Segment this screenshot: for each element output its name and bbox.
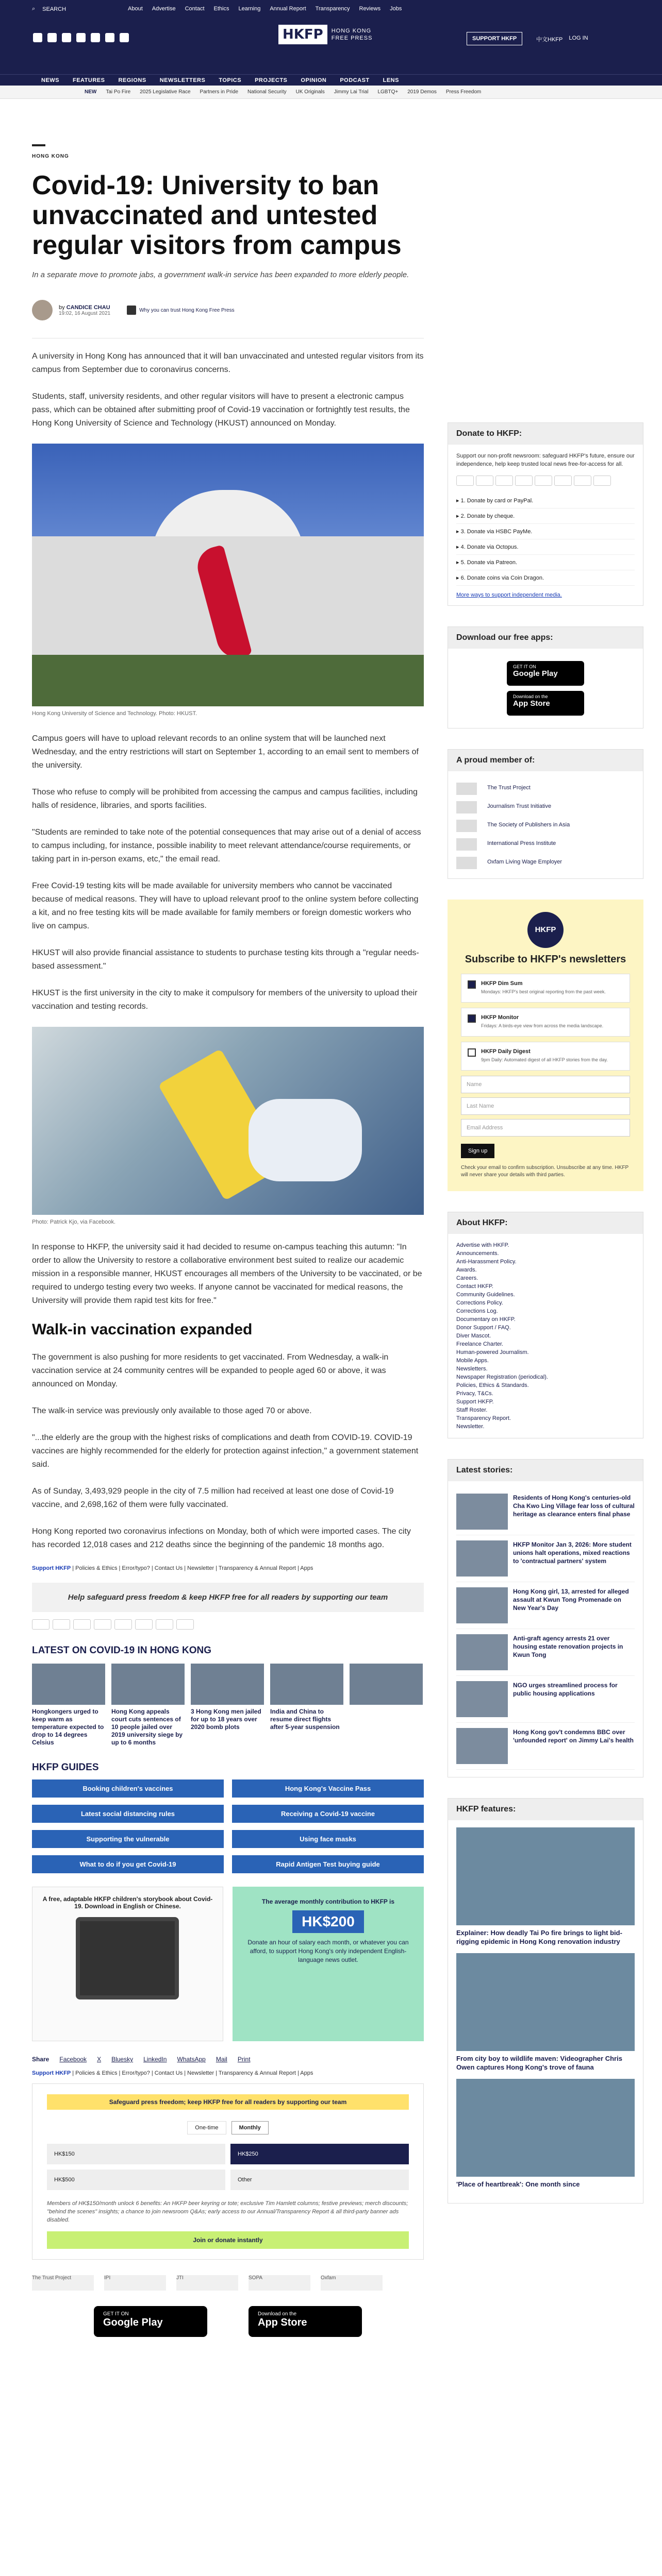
partner-logo: IPI [104, 2275, 166, 2291]
donate-heading: Donate to HKFP: [448, 423, 643, 445]
name-field[interactable]: Name [461, 1076, 630, 1093]
share-row [32, 2056, 424, 2063]
threads-icon[interactable] [105, 33, 114, 42]
article-paragraph: As of Sunday, 3,493,929 people in the city of 7.5 million had received at least one dose of Covid-19 vaccine, and 2,698,162 of them were fully vaccinated. [32, 1487, 394, 1509]
article-paragraph: Free Covid-19 testing kits will be made available for university members who cannot be vaccinated because of medical reasons. They will have to upload relevant proof to the online system before collecting a kit, and no free testing kits will be made available for family members or foreign domestic workers who live on campus. [32, 882, 419, 930]
nav-item-features[interactable]: FEATURES [73, 77, 105, 83]
login-link[interactable]: LOG IN [569, 35, 588, 41]
feature-item[interactable] [456, 1953, 635, 2072]
donate-widget-header[interactable]: Safeguard press freedom; keep HKFP free for all readers by supporting our team [47, 2094, 409, 2110]
story-thumb [456, 1540, 508, 1577]
app-store-buttons [32, 2306, 424, 2337]
feature-item[interactable] [456, 1827, 635, 1946]
nav-item-news[interactable]: NEWS [41, 77, 59, 83]
monthly-option[interactable]: Monthly [231, 2121, 269, 2134]
amount-option-other[interactable]: Other [230, 2170, 409, 2190]
about-link[interactable]: Support HKFP. [456, 1399, 494, 1405]
nav-item-opinion[interactable]: OPINION [301, 77, 327, 83]
app-store-button[interactable]: Download on the App Store [249, 2306, 362, 2337]
newsletter-option[interactable] [461, 1008, 630, 1037]
main-nav [0, 74, 662, 86]
guides-heading: HKFP GUIDES [32, 1762, 99, 1773]
article-paragraph: The walk-in service was previously only available to those aged 70 or above. [32, 1406, 312, 1415]
testing-photo[interactable] [32, 1027, 424, 1215]
newsletter-name: HKFP Daily Digest [481, 1048, 531, 1055]
site-logo[interactable] [278, 25, 372, 44]
author-avatar[interactable] [32, 300, 53, 320]
features-heading: HKFP features: [448, 1799, 643, 1820]
article-paragraph: A university in Hong Kong has announced that it will ban unvaccinated and untested regular visitors from its campus from September due to coronavirus concerns. [32, 352, 424, 374]
donate-options [456, 493, 635, 586]
policy-links[interactable]: | Policies & Ethics | Error/typo? | Contact Us | Newsletter | Transparency & Annual Report | Apps [72, 1565, 313, 1571]
sub-nav [0, 86, 662, 99]
app-store-button[interactable]: Download on the App Store [507, 691, 584, 716]
signup-button[interactable]: Sign up [461, 1144, 494, 1158]
hkust-photo[interactable] [32, 444, 424, 706]
guide-button[interactable]: Hong Kong's Vaccine Pass [232, 1780, 424, 1798]
hkfp-badge: HKFP [527, 912, 564, 948]
latest-title: Hong Kong appeals court cuts sentences of 10 people jailed over 2019 university siege by up to 6 months [111, 1708, 183, 1746]
top-links [128, 6, 402, 12]
nav-item-projects[interactable]: PROJECTS [255, 77, 288, 83]
newsletter-text [481, 980, 606, 996]
about-link[interactable]: Advertise with HKFP. [456, 1242, 509, 1248]
member-sidebar [448, 749, 643, 879]
contribution-promo[interactable] [233, 1887, 424, 2041]
share-x[interactable]: X [97, 2056, 102, 2063]
newsletter-desc: Fridays: A birds-eye view from across the media landscape. [481, 1023, 604, 1028]
last-name-field[interactable]: Last Name [461, 1097, 630, 1115]
top-link[interactable]: Ethics [213, 6, 229, 12]
latest-story[interactable] [456, 1488, 635, 1535]
join-donate-button[interactable]: Join or donate instantly [47, 2231, 409, 2249]
newsletter-desc: 9pm Daily: Automated digest of all HKFP stories from the day. [481, 1057, 608, 1062]
googlepay-icon [176, 1619, 194, 1630]
top-bar [0, 0, 662, 18]
frequency-toggle [47, 2121, 409, 2134]
logo-box: HKFP [278, 25, 327, 44]
latest-item[interactable] [350, 1664, 423, 1747]
latest-story[interactable] [456, 1629, 635, 1676]
photo-caption: Photo: Patrick Kjo, via Facebook. [32, 1219, 116, 1225]
contribution-amount: HK$200 [292, 1910, 364, 1933]
apps-sidebar [448, 626, 643, 728]
article-paragraph: The government is also pushing for more residents to get vaccinated. From Wednesday, a walk-in vaccination service at 24 community centres will be expanded to people aged 60 or above, it was announced on Monday. [32, 1353, 389, 1388]
member-logo[interactable]: Oxfam Living Wage Employer [456, 853, 635, 871]
safeguard-banner[interactable]: Help safeguard press freedom & keep HKFP free for all readers by supporting our team [32, 1583, 424, 1612]
photo-grass [32, 655, 424, 706]
article-paragraph: HKUST is the first university in the city to make it compulsory for members of the university to upload their vaccination and testing records. [32, 989, 418, 1011]
section-heading: Walk-in vaccination expanded [32, 1321, 253, 1338]
member-heading: A proud member of: [448, 750, 643, 771]
support-hkfp-button[interactable]: SUPPORT HKFP [467, 32, 522, 45]
article-footer-links [32, 1565, 424, 1571]
subnav-item[interactable]: Partners in Pride [200, 89, 239, 95]
publish-date: 19:02, 16 August 2021 [59, 310, 111, 316]
story-title: Residents of Hong Kong's centuries-old Cha Kwo Ling Village fear loss of cultural heritage as clearance enters final phase [513, 1494, 635, 1518]
donate-text[interactable]: Support our non-profit newsroom: safeguard HKFP's future, ensure our independence, help keep trusted local news free-for-access for all. [456, 453, 635, 467]
latest-thumb [32, 1664, 105, 1705]
article [32, 144, 424, 2337]
payme-icon [114, 1619, 132, 1630]
feature-title: Explainer: How deadly Tai Po fire brings to light bid-rigging epidemic in Hong Kong renovation industry [456, 1929, 622, 1945]
story-thumb [456, 1681, 508, 1717]
about-link[interactable]: Awards. [456, 1267, 477, 1273]
subnav-item[interactable]: Press Freedom [445, 89, 482, 95]
story-title: Hong Kong girl, 13, arrested for alleged assault at Kwun Tong Promenade on New Year's Day [513, 1588, 629, 1612]
member-logo[interactable]: The Trust Project [456, 778, 635, 797]
newsletter-desc: Mondays: HKFP's best original reporting from the past week. [481, 989, 606, 994]
card-icon [495, 476, 513, 486]
story-thumb [456, 1634, 508, 1670]
feature-image [456, 1953, 635, 2051]
photo-caption: Hong Kong University of Science and Technology. Photo: HKUST. [32, 710, 197, 717]
newsletter-checkbox[interactable] [468, 980, 476, 989]
support-hkfp-link[interactable]: Support HKFP [32, 2070, 71, 2076]
newsletter-name: HKFP Dim Sum [481, 980, 523, 987]
newsletter-checkbox[interactable] [468, 1048, 476, 1057]
story-thumb [456, 1587, 508, 1623]
newsletter-option[interactable] [461, 974, 630, 1003]
nav-item-regions[interactable]: REGIONS [118, 77, 146, 83]
about-link[interactable]: Donor Support / FAQ. [456, 1325, 511, 1331]
apps-heading: Download our free apps: [448, 627, 643, 649]
payment-icons [456, 476, 635, 486]
partner-logo: SOPA [249, 2275, 310, 2291]
mastercard-icon [53, 1619, 70, 1630]
article-paragraph: "...the elderly are the group with the highest risks of complications and death from COVID-19. COVID-19 vaccines are highly recommended for the elderly for protection against infection," a government statement said. [32, 1433, 419, 1469]
story-thumb [456, 1728, 508, 1764]
donate-option[interactable]: ▸ 5. Donate via Patreon. [456, 555, 635, 570]
card-icon [593, 476, 611, 486]
search-label[interactable]: SEARCH [42, 6, 67, 12]
about-link[interactable]: Staff Roster. [456, 1407, 488, 1413]
card-icon [476, 476, 493, 486]
latest-item[interactable] [270, 1664, 343, 1747]
latest-item[interactable] [191, 1664, 264, 1747]
article-paragraph: Those who refuse to comply will be prohibited from accessing the campus and campus facilities, including halls of residence, libraries, and sports facilities. [32, 788, 418, 810]
card-icon [515, 476, 533, 486]
contribution-intro: The average monthly contribution to HKFP is [261, 1898, 395, 1905]
subnav-item[interactable]: LGBTQ+ [377, 89, 399, 95]
latest-thumb [191, 1664, 264, 1705]
policy-links[interactable]: | Policies & Ethics | Error/typo? | Contact Us | Newsletter | Transparency & Annual Report | Apps [72, 2070, 313, 2076]
card-icon [554, 476, 572, 486]
latest-title: 3 Hong Kong men jailed for up to 18 years over 2020 bomb plots [191, 1708, 261, 1731]
newsletter-signup [448, 900, 643, 1191]
latest-story[interactable] [456, 1582, 635, 1629]
visa-icon [32, 1619, 49, 1630]
story-title: Hong Kong gov't condemns BBC over 'unfounded report' on Jimmy Lai's health [513, 1728, 634, 1744]
facebook-icon[interactable] [33, 33, 42, 42]
google-play-button[interactable]: GET IT ON Google Play [94, 2306, 207, 2337]
newsletter-text [481, 1014, 603, 1030]
latest-item[interactable] [111, 1664, 185, 1747]
promo-row [32, 1887, 424, 2041]
article-paragraph: In response to HKFP, the university said it had decided to resume on-campus teaching this autumn: "In order to allow the University to restore a collaborative environment best suited to realize our academic mission in a responsible manner, HKUST encourages all members of the University to be vaccinated, or be required to undergo testing every two weeks. If anyone cannot be vaccinated for medical reasons, the University will provide them rapid test kits for free." [32, 1243, 422, 1305]
x-icon[interactable] [47, 33, 57, 42]
donate-option[interactable]: ▸ 2. Donate by cheque. [456, 509, 635, 524]
donate-widget [32, 2083, 424, 2260]
about-link[interactable]: Mobile Apps. [456, 1358, 489, 1364]
features-sidebar [448, 1798, 643, 2204]
about-link[interactable]: Newsletters. [456, 1366, 488, 1372]
share-linkedin[interactable]: LinkedIn [143, 2056, 167, 2063]
by-label: by [59, 304, 65, 311]
feature-title: From city boy to wildlife maven: Videographer Chris Owen captures Hong Kong's trove of fauna [456, 2055, 622, 2071]
story-title: HKFP Monitor Jan 3, 2026: More student unions halt operations, mixed reactions to 'contractual partners' system [513, 1541, 632, 1565]
guide-button[interactable]: What to do if you get Covid-19 [32, 1855, 224, 1873]
share-whatsapp[interactable]: WhatsApp [177, 2056, 206, 2063]
payment-icons [32, 1619, 424, 1630]
guide-button[interactable]: Latest social distancing rules [32, 1805, 224, 1823]
partner-logo: The Trust Project [32, 2275, 94, 2291]
latest-thumb [111, 1664, 185, 1705]
about-link[interactable]: Anti-Harassment Policy. [456, 1259, 517, 1265]
chinese-site-link[interactable]: 中文HKFP [536, 37, 563, 43]
amount-option[interactable]: HK$150 [47, 2144, 225, 2164]
member-logo[interactable]: The Society of Publishers in Asia [456, 816, 635, 834]
author-name[interactable]: CANDICE CHAU [66, 304, 110, 311]
share-mail[interactable]: Mail [216, 2056, 227, 2063]
card-icon [535, 476, 552, 486]
about-link[interactable]: Privacy, T&Cs. [456, 1391, 493, 1397]
about-link[interactable]: Freelance Charter. [456, 1341, 504, 1347]
amount-options [47, 2144, 409, 2190]
about-link[interactable]: Newsletter. [456, 1423, 485, 1430]
photo-gloved-hand [249, 1099, 362, 1181]
card-icon [456, 476, 474, 486]
nav-item-newsletters[interactable]: NEWSLETTERS [159, 77, 206, 83]
telegram-icon[interactable] [91, 33, 100, 42]
nav-item-lens[interactable]: LENS [383, 77, 399, 83]
guides-list [32, 1780, 424, 1873]
newsletter-option[interactable] [461, 1042, 630, 1071]
google-play-button[interactable]: GET IT ON Google Play [507, 661, 584, 686]
about-link[interactable]: Documentary on HKFP. [456, 1316, 516, 1323]
feature-image [456, 1827, 635, 1925]
share-print[interactable]: Print [237, 2056, 251, 2063]
footer-links [32, 2070, 424, 2076]
share-facebook[interactable]: Facebook [59, 2056, 87, 2063]
latest-covid-list [32, 1664, 424, 1747]
subnav-item[interactable]: Tai Po Fire [106, 89, 131, 95]
search-icon[interactable]: ⌕ [32, 6, 36, 12]
nav-item-topics[interactable]: TOPICS [219, 77, 242, 83]
top-link[interactable]: Reviews [359, 6, 381, 12]
instagram-icon[interactable] [62, 33, 71, 42]
article-paragraph: Students, staff, university residents, and other regular visitors will have to present a electronic campus pass, which can be obtained after submitting proof of Covid-19 vaccination or fortnightly test results, the Hong Kong University of Science and Technology (HKUST) announced on Monday. [32, 392, 410, 428]
donate-option[interactable]: ▸ 1. Donate by card or PayPal. [456, 493, 635, 509]
story-title: Anti-graft agency arrests 21 over housing estate renovation projects in Kwun Tong [513, 1635, 623, 1658]
newsletter-text [481, 1048, 608, 1064]
category-bar [32, 144, 45, 146]
paypal-icon [94, 1619, 111, 1630]
newsletter-checkbox[interactable] [468, 1014, 476, 1023]
nav-item-podcast[interactable]: PODCAST [340, 77, 370, 83]
feature-title: 'Place of heartbreak': One month since [456, 2180, 580, 2188]
latest-thumb [270, 1664, 343, 1705]
article-paragraph: Hong Kong reported two coronavirus infections on Monday, both of which were imported cases. The city has recorded 12,018 cases and 212 deaths since the beginning of the pandemic 18 months ago. [32, 1527, 411, 1549]
more-ways-link[interactable]: More ways to support independent media. [456, 592, 562, 598]
partner-logos [32, 2275, 424, 2291]
sidebar [448, 422, 643, 2224]
top-link[interactable]: Jobs [390, 6, 402, 12]
about-link[interactable]: Transparency Report. [456, 1415, 511, 1421]
guide-button[interactable]: Receiving a Covid-19 vaccine [232, 1805, 424, 1823]
subnav-item[interactable]: National Security [247, 89, 287, 95]
about-link[interactable]: Policies, Ethics & Standards. [456, 1382, 529, 1388]
share-bluesky[interactable]: Bluesky [111, 2056, 134, 2063]
guide-button[interactable]: Using face masks [232, 1830, 424, 1848]
newsletter-fine-print: Check your email to confirm subscription. Unsubscribe at any time. HKFP will never share your details with third parties. [461, 1165, 628, 1178]
top-link[interactable]: Transparency [315, 6, 350, 12]
latest-story[interactable] [456, 1676, 635, 1723]
latest-title: India and China to resume direct flights after 5-year suspension [270, 1708, 340, 1731]
partner-logo: Oxfam [321, 2275, 383, 2291]
subnav-item[interactable]: 2025 Legislative Race [140, 89, 191, 95]
latest-thumb [350, 1664, 423, 1705]
top-link[interactable]: About [128, 6, 143, 12]
about-link[interactable]: Announcements. [456, 1250, 499, 1257]
trust-label: Why you can trust Hong Kong Free Press [139, 307, 235, 313]
subnav-item[interactable]: Jimmy Lai Trial [334, 89, 369, 95]
about-link[interactable]: Contact HKFP. [456, 1283, 493, 1290]
one-time-option[interactable]: One-time [187, 2121, 226, 2134]
about-link[interactable]: Corrections Log. [456, 1308, 498, 1314]
subnav-item[interactable]: 2019 Demos [407, 89, 437, 95]
donate-sidebar [448, 422, 643, 606]
guide-button[interactable]: Rapid Antigen Test buying guide [232, 1855, 424, 1873]
feature-image [456, 2079, 635, 2177]
latest-story[interactable] [456, 1535, 635, 1582]
about-link[interactable]: Corrections Policy. [456, 1300, 503, 1306]
story-title: NGO urges streamlined process for public housing applications [513, 1682, 618, 1697]
logo-text: HONG KONG FREE PRESS [331, 28, 373, 41]
top-link[interactable]: Contact [185, 6, 205, 12]
bluesky-icon[interactable] [120, 33, 129, 42]
new-label: NEW [85, 89, 97, 95]
site-header [0, 18, 662, 74]
guide-button[interactable]: Supporting the vulnerable [32, 1830, 224, 1848]
about-sidebar [448, 1212, 643, 1438]
trust-link[interactable] [127, 306, 235, 315]
top-link[interactable]: Learning [238, 6, 261, 12]
member-logo[interactable]: International Press Institute [456, 834, 635, 853]
about-link[interactable]: Human-powered Journalism. [456, 1349, 529, 1355]
feature-item[interactable] [456, 2079, 635, 2189]
youtube-icon[interactable] [76, 33, 86, 42]
newsletter-heading: Subscribe to HKFP's newsletters [465, 954, 626, 965]
about-link[interactable]: Diver Mascot. [456, 1333, 491, 1339]
guide-button[interactable]: Booking children's vaccines [32, 1780, 224, 1798]
amex-icon [73, 1619, 91, 1630]
about-link[interactable]: Newspaper Registration (periodical). [456, 1374, 548, 1380]
top-link[interactable]: Advertise [152, 6, 176, 12]
tablet-illustration [76, 1917, 179, 1999]
donate-option[interactable]: ▸ 3. Donate via HSBC PayMe. [456, 524, 635, 539]
latest-stories-sidebar [448, 1459, 643, 1777]
amount-option[interactable]: HK$500 [47, 2170, 225, 2190]
about-link[interactable]: Careers. [456, 1275, 478, 1281]
membership-note: Members of HK$150/month unlock 6 benefits: An HKFP beer keyring or tote; exclusive Tim Hamlett columns; festive previews; merch discounts; "behind the scenes" insights; a chance to join newsroom Q&As; early access to our Annual/Transparency Report & all third-party banner ads disabled. [47, 2200, 408, 2223]
newsletter-name: HKFP Monitor [481, 1014, 519, 1021]
latest-stories-heading: Latest stories: [448, 1460, 643, 1481]
about-link[interactable]: Community Guidelines. [456, 1292, 515, 1298]
contribution-body: Donate an hour of salary each month, or whatever you can afford, to support Hong Kong's only independent English-language news outlet. [247, 1939, 409, 1963]
partner-logo: JTI [176, 2275, 238, 2291]
share-label: Share [32, 2056, 49, 2063]
card-icon [574, 476, 591, 486]
article-category[interactable]: HONG KONG [32, 154, 69, 159]
applepay-icon [156, 1619, 173, 1630]
subnav-item[interactable]: UK Originals [295, 89, 325, 95]
storybook-promo[interactable] [32, 1887, 223, 2041]
latest-item[interactable] [32, 1664, 105, 1747]
donate-option[interactable]: ▸ 6. Donate coins via Coin Dragon. [456, 570, 635, 586]
article-paragraph: HKUST will also provide financial assistance to students to purchase testing kits through a "regular needs-based assessment." [32, 948, 419, 971]
story-thumb [456, 1494, 508, 1530]
storybook-text: A free, adaptable HKFP children's storybook about Covid-19. Download in English or Chinese. [42, 1895, 213, 1910]
trust-project-icon [127, 306, 136, 315]
donate-option[interactable]: ▸ 4. Donate via Octopus. [456, 539, 635, 555]
email-field[interactable]: Email Address [461, 1119, 630, 1137]
article-paragraph: Campus goers will have to upload relevant records to an online system that will be launched next Wednesday, and the entry restrictions will start on September 1, according to an email sent to members of the university. [32, 734, 419, 770]
article-paragraph: "Students are reminded to take note of the potential consequences that may arise out of a denial of access to campus including, for instance, possible inability to meet relevant attendance/course requirements, or taking part in in-person exams, etc," the email read. [32, 828, 421, 863]
member-logo[interactable]: Journalism Trust Initiative [456, 797, 635, 816]
octopus-icon [135, 1619, 153, 1630]
article-subtitle: In a separate move to promote jabs, a government walk-in service has been expanded to more elderly people. [32, 270, 409, 279]
top-link[interactable]: Annual Report [270, 6, 306, 12]
about-heading: About HKFP: [448, 1212, 643, 1234]
latest-story[interactable] [456, 1723, 635, 1770]
social-icons [33, 33, 129, 42]
amount-option-selected[interactable]: HK$250 [230, 2144, 409, 2164]
latest-covid-heading: LATEST ON COVID-19 IN HONG KONG [32, 1645, 212, 1656]
latest-title: Hongkongers urged to keep warm as temperature expected to drop to 14 degrees Celsius [32, 1708, 104, 1746]
article-title: Covid-19: University to ban unvaccinated and untested regular visitors from campus [32, 171, 402, 260]
support-hkfp-link[interactable]: Support HKFP [32, 1565, 71, 1571]
byline [32, 300, 424, 320]
